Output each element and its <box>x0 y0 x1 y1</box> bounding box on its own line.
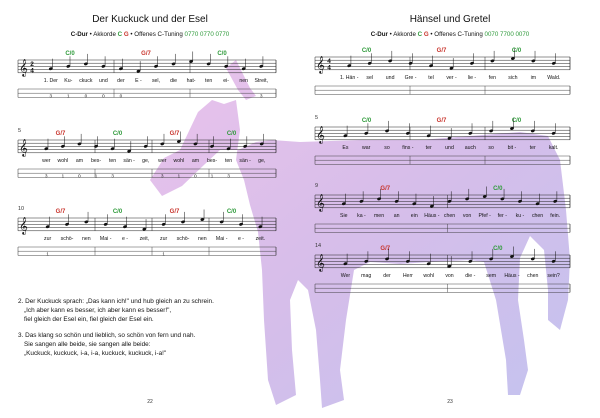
lyric-syllable: bes- <box>206 158 218 164</box>
lyric-syllable: fen <box>488 75 497 81</box>
song-title: Der Kuckuck und der Esel <box>92 14 208 25</box>
lyric-syllable: ka - <box>357 213 366 219</box>
lyric-syllable: men <box>373 213 385 219</box>
lyric-syllable: war <box>362 145 371 151</box>
verse-line: „Ich aber kann es besser, ich aber kann es besser!", <box>24 307 172 315</box>
treble-clef-icon: 𝄞 <box>19 217 28 235</box>
lyric-syllable: ge, <box>258 158 266 164</box>
lyric-syllable: zur <box>160 236 168 242</box>
lyric-syllable: bes- <box>90 158 102 164</box>
treble-clef-icon: 𝄞 <box>316 126 325 144</box>
chord-label: C/0 <box>217 51 227 57</box>
lyric-syllable: im <box>530 75 537 81</box>
chord-label: G/7 <box>380 246 391 252</box>
chord-label: C/0 <box>493 186 503 192</box>
lyric-syllable: Häus - <box>424 213 440 219</box>
lyric-syllable: nen <box>239 78 249 84</box>
lyric-syllable: bit - <box>507 145 517 151</box>
chord-label: G/7 <box>141 51 151 57</box>
lyric-syllable: der <box>117 78 125 84</box>
lyric-syllable: wohl <box>57 158 69 164</box>
chord-label: G/7 <box>169 209 180 215</box>
lyric-syllable: chen <box>443 213 456 219</box>
verse-line: „Kuckuck, kuckuck, i-a, i-a, kuckuck, kuckuck, i-a!" <box>24 350 167 358</box>
lyric-syllable: von <box>462 213 472 219</box>
lyric-syllable: schö- <box>176 236 190 242</box>
lyric-syllable: so <box>384 145 390 151</box>
measure-number: 5 <box>315 115 319 121</box>
verse-line: fiel gleich der Esel ein, fiel gleich der Esel ein. <box>24 316 154 324</box>
tab-number: 3 <box>227 173 230 179</box>
tab-number: 1 <box>67 93 70 99</box>
lyric-syllable: und <box>385 75 395 81</box>
page-number: 22 <box>147 399 153 405</box>
lyric-syllable: sel <box>366 75 374 81</box>
lyric-syllable: Mai - <box>99 236 112 242</box>
lyric-syllable: Pfef - <box>478 213 491 219</box>
lyric-syllable: hat- <box>186 78 196 84</box>
lyric-syllable: ku - <box>515 213 525 219</box>
chord-label: C/0 <box>361 48 372 54</box>
lyric-syllable: von <box>445 273 454 279</box>
lyric-syllable: sel, <box>151 78 161 84</box>
lyric-syllable: lie - <box>467 75 477 81</box>
lyric-syllable: fer - <box>497 213 507 219</box>
verse-line: 3. Das klang so schön und lieblich, so schön von fern und nah. <box>18 331 196 339</box>
song-title: Hänsel und Gretel <box>409 14 491 25</box>
tab-number: 0 <box>78 173 81 179</box>
tab-number: 0 <box>84 93 88 99</box>
lyric-syllable: ten <box>108 158 117 164</box>
lyric-syllable: sem <box>486 273 497 279</box>
chord-label: G/7 <box>436 48 447 54</box>
lyric-syllable: ten <box>205 78 213 84</box>
page-number: 23 <box>447 399 453 405</box>
lyric-syllable: auch <box>464 145 476 151</box>
chord-label: G/7 <box>55 131 66 137</box>
tab-number: 3 <box>45 173 48 179</box>
lyric-syllable: fein. <box>550 213 561 219</box>
lyric-syllable: sän - <box>239 158 251 164</box>
chord-label: C/0 <box>65 51 75 57</box>
lyric-syllable: am <box>191 158 200 164</box>
chord-label: G/7 <box>436 118 447 124</box>
chord-label: C/0 <box>112 131 123 137</box>
lyric-syllable: kalt. <box>548 145 559 151</box>
lyric-syllable: wohl <box>423 273 435 279</box>
time-signature: 4 <box>30 67 34 75</box>
tab-number: 0 <box>194 173 197 179</box>
tab-number: 3 <box>161 173 164 179</box>
lyric-syllable: chen <box>527 273 539 279</box>
lyric-syllable: der <box>383 273 391 279</box>
lyric-syllable: die <box>170 78 178 84</box>
lyric-syllable: ckuck <box>79 78 93 84</box>
tab-number: 0 <box>102 93 105 99</box>
lyric-syllable: E - <box>135 78 142 84</box>
song-subtitle: C-Dur • Akkorde C G • Offenes C-Tuning 0070 7700 0070 <box>370 31 530 38</box>
verse-line: Sie sangen alle beide, sie sangen alle beide: <box>24 340 151 348</box>
lyric-syllable: und <box>99 78 108 84</box>
lyric-syllable: ter <box>425 145 432 151</box>
lyric-syllable: ver - <box>446 75 457 81</box>
lyric-syllable: e - <box>237 236 245 242</box>
lyric-syllable: und <box>445 145 454 151</box>
chord-label: C/0 <box>511 118 522 124</box>
chord-label: C/0 <box>226 131 237 137</box>
tab-number: 1 <box>94 173 98 179</box>
lyric-syllable: sich <box>508 75 518 81</box>
treble-clef-icon: 𝄞 <box>316 254 325 272</box>
lyric-syllable: die - <box>465 273 476 279</box>
lyric-syllable: Herr <box>402 273 413 279</box>
time-signature: 4 <box>327 64 331 72</box>
measure-number: 5 <box>18 128 22 134</box>
tab-number: 1 <box>162 251 165 257</box>
lyric-syllable: ter <box>529 145 536 151</box>
lyric-syllable: so <box>488 145 494 151</box>
lyric-syllable: 1. Der <box>43 78 58 84</box>
lyric-syllable: Mai - <box>215 236 228 242</box>
treble-clef-icon: 𝄞 <box>316 194 325 212</box>
lyric-syllable: ge, <box>142 158 150 164</box>
tab-number: 1 <box>61 173 65 179</box>
chord-label: G/7 <box>169 131 180 137</box>
lyric-syllable: Gre - <box>404 75 417 81</box>
tab-number: 3 <box>259 93 263 99</box>
lyric-syllable: zur <box>44 236 52 242</box>
lyric-syllable: am <box>75 158 84 164</box>
chord-label: C/0 <box>493 246 503 252</box>
lyric-syllable: chen <box>531 213 544 219</box>
lyric-syllable: wohl <box>173 158 185 164</box>
song-subtitle: C-Dur • Akkorde C G • Offenes C-Tuning 0770 0770 0770 <box>70 31 230 38</box>
lyric-syllable: ei- <box>223 78 230 84</box>
lyric-syllable: Sie <box>340 213 348 219</box>
time-signature: 2 <box>30 61 34 68</box>
lyric-syllable: Wald. <box>547 75 561 81</box>
treble-clef-icon: 𝄞 <box>19 59 28 77</box>
lyric-syllable: schö- <box>60 236 74 242</box>
treble-clef-icon: 𝄞 <box>19 139 28 157</box>
lyric-syllable: 1. Hän - <box>340 75 359 81</box>
lyric-syllable: mag <box>361 273 372 279</box>
chord-label: C/0 <box>361 118 372 124</box>
tab-number: 0 <box>119 93 123 99</box>
lyric-syllable: zeit, <box>139 236 150 242</box>
tab-number: 3 <box>49 93 53 99</box>
chord-label: G/7 <box>55 209 66 215</box>
measure-number: 14 <box>315 243 322 249</box>
lyric-syllable: Wer <box>340 273 351 279</box>
chord-label: C/0 <box>112 209 123 215</box>
tab-number: 1 <box>46 251 49 257</box>
tab-number: 3 <box>111 173 114 179</box>
chord-label: C/0 <box>511 48 522 54</box>
lyric-syllable: nen <box>198 236 207 242</box>
lyric-syllable: zeit. <box>255 236 266 242</box>
lyric-syllable: sein? <box>547 273 560 279</box>
lyric-syllable: Häus - <box>504 273 520 279</box>
lyric-syllable: nen <box>82 236 91 242</box>
lyric-syllable: fins - <box>402 145 414 151</box>
lyric-syllable: an <box>393 213 400 219</box>
treble-clef-icon: 𝄞 <box>316 56 325 74</box>
tab-number: 1 <box>177 173 181 179</box>
measure-number: 9 <box>315 183 319 189</box>
tab-number: 1 <box>210 173 214 179</box>
lyric-syllable: Streit, <box>254 78 269 84</box>
lyric-syllable: e - <box>121 236 129 242</box>
chord-label: G/7 <box>380 186 391 192</box>
lyric-syllable: Ku- <box>64 78 73 84</box>
lyric-syllable: ten <box>224 158 233 164</box>
chord-label: C/0 <box>226 209 237 215</box>
measure-number: 10 <box>18 206 25 212</box>
lyric-syllable: tel <box>428 75 434 81</box>
lyric-syllable: wer <box>158 158 167 164</box>
verse-line: 2. Der Kuckuck sprach: „Das kann ich!" und hub gleich an zu schrein. <box>18 298 214 305</box>
lyric-syllable: Es <box>342 145 349 151</box>
time-signature: 4 <box>327 58 331 65</box>
lyric-syllable: ein <box>410 213 418 219</box>
lyric-syllable: sän - <box>123 158 135 164</box>
lyric-syllable: wer <box>42 158 51 164</box>
